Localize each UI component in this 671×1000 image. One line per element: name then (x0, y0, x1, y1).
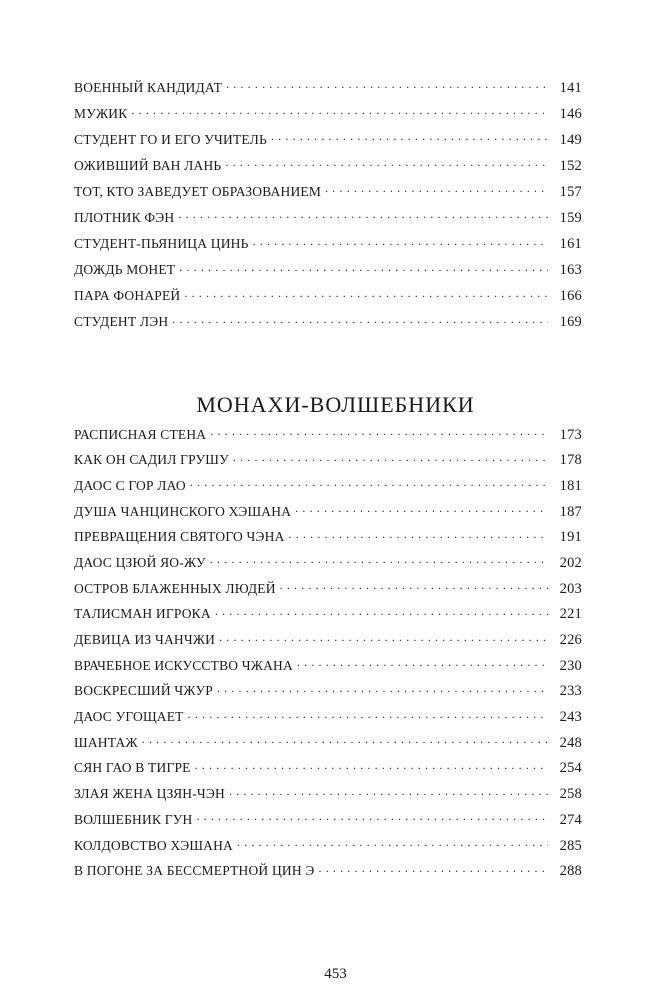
toc-entry (74, 313, 582, 339)
toc-entry (74, 104, 582, 130)
toc-entry-title: ВРАЧЕБНОЕ ИСКУССТВО ЧЖАНА (74, 657, 293, 673)
toc-entry (74, 733, 582, 759)
dot-leader (142, 733, 548, 747)
toc-entry-page: 166 (559, 288, 582, 305)
dot-leader (233, 451, 548, 465)
toc-entry-title: В ПОГОНЕ ЗА БЕССМЕРТНОЙ ЦИН Э (74, 863, 315, 879)
dot-leader (253, 235, 548, 249)
toc-entry-page: 181 (559, 477, 582, 494)
toc-entry-title: СЯН ГАО В ТИГРЕ (74, 760, 191, 776)
dot-leader (179, 261, 548, 275)
toc-entry-title: ВОСКРЕСШИЙ ЧЖУР (74, 683, 213, 699)
toc-entry-title: ПРЕВРАЩЕНИЯ СВЯТОГО ЧЭНА (74, 529, 285, 545)
toc-entry (74, 261, 582, 287)
toc-entry-title: ДАОС УГОЩАЕТ (74, 709, 184, 725)
toc-entry-page: 233 (559, 683, 582, 700)
dot-leader (219, 631, 548, 645)
toc-entry-title: ДЕВИЦА ИЗ ЧАНЧЖИ (74, 632, 216, 647)
dot-leader (195, 759, 548, 773)
dot-leader (172, 313, 548, 327)
page-number: 453 (324, 966, 347, 982)
dot-leader (280, 579, 548, 593)
toc-entry (74, 476, 582, 502)
toc-entry-page: 243 (559, 709, 582, 726)
toc-entry-page: 161 (559, 236, 582, 253)
toc-entry-page: 146 (559, 105, 582, 122)
toc-entry-page: 157 (559, 183, 582, 200)
toc-entry-title: ДАОС ЦЗЮЙ ЯО-ЖУ (74, 554, 206, 570)
toc-entry-title: СТУДЕНТ ГО И ЕГО УЧИТЕЛЬ (74, 131, 267, 147)
toc-entry-title: СТУДЕНТ ЛЭН (74, 314, 169, 330)
toc-entry (74, 528, 582, 554)
toc-entry-page: 254 (559, 760, 582, 777)
toc-entry-page: 221 (559, 606, 582, 623)
toc-entry-title: ПАРА ФОНАРЕЙ (74, 288, 181, 304)
toc-entry-title: ТОТ, КТО ЗАВЕДУЕТ ОБРАЗОВАНИЕМ (74, 183, 322, 199)
toc-entry-title: РАСПИСНАЯ СТЕНА (74, 426, 207, 442)
toc-entry-title: ВОЕННЫЙ КАНДИДАТ (74, 79, 223, 95)
toc-entry (74, 182, 582, 208)
dot-leader (131, 104, 548, 118)
toc-entry-page: 274 (559, 811, 582, 828)
toc-entry (74, 235, 582, 261)
toc-entry (74, 810, 582, 836)
toc-entry-title: ОЖИВШИЙ ВАН ЛАНЬ (74, 157, 222, 173)
dot-leader (215, 605, 548, 619)
toc-entry-title: ОСТРОВ БЛАЖЕННЫХ ЛЮДЕЙ (74, 580, 276, 596)
toc-entry (74, 451, 582, 477)
toc-entry-page: 173 (559, 426, 582, 443)
dot-leader (226, 78, 548, 92)
dot-leader (210, 553, 548, 567)
toc-entry-title: ШАНТАЖ (74, 734, 138, 750)
dot-leader (297, 656, 548, 670)
dot-leader (217, 682, 548, 696)
toc-entry (74, 553, 582, 579)
toc-entry (74, 156, 582, 182)
dot-leader (190, 476, 548, 490)
toc-entry-page: 169 (559, 314, 582, 331)
toc-entry (74, 759, 582, 785)
toc-entry (74, 130, 582, 156)
dot-leader (237, 836, 548, 850)
dot-leader (225, 156, 548, 170)
toc-entry-page: 141 (559, 79, 582, 96)
dot-leader (188, 708, 548, 722)
toc-entry-page: 159 (559, 209, 582, 226)
toc-entry (74, 78, 582, 104)
toc-entry-page: 152 (559, 157, 582, 174)
dot-leader (289, 528, 548, 542)
dot-leader (319, 862, 549, 876)
dot-leader (271, 130, 548, 144)
toc-entry (74, 502, 582, 528)
dot-leader (229, 785, 548, 799)
toc-entry-page: 202 (559, 554, 582, 571)
toc-entry (74, 208, 582, 234)
toc-entry-page: 203 (559, 580, 582, 597)
toc-section-1 (74, 78, 582, 339)
toc-entry-page: 288 (559, 863, 582, 880)
toc-entry (74, 836, 582, 862)
toc-entry-title: ДОЖДЬ МОНЕТ (74, 262, 176, 278)
toc-entry-page: 285 (559, 837, 582, 854)
dot-leader (196, 810, 548, 824)
toc-entry-page: 191 (559, 529, 582, 546)
dot-leader (210, 425, 548, 439)
toc-entry-page: 258 (559, 786, 582, 803)
toc-entry (74, 605, 582, 631)
dot-leader (178, 208, 548, 222)
toc-entry-title: ЗЛАЯ ЖЕНА ЦЗЯН-ЧЭН (74, 786, 225, 802)
toc-entry-title: ВОЛШЕБНИК ГУН (74, 811, 193, 827)
toc-entry-page: 163 (559, 262, 582, 279)
toc-entry-title: СТУДЕНТ-ПЬЯНИЦА ЦИНЬ (74, 236, 249, 252)
toc-entry-title: ДАОС С ГОР ЛАО (74, 477, 186, 493)
toc-entry (74, 656, 582, 682)
toc-entry (74, 785, 582, 811)
toc-entry-title: КАК ОН САДИЛ ГРУШУ (74, 452, 229, 468)
toc-entry (74, 287, 582, 313)
toc-entry-page: 230 (559, 657, 582, 674)
toc-entry-title: КОЛДОВСТВО ХЭШАНА (74, 837, 233, 853)
dot-leader (325, 182, 548, 196)
toc-entry-title: ПЛОТНИК ФЭН (74, 209, 175, 225)
section-heading: МОНАХИ-ВОЛШЕБНИКИ (196, 392, 475, 417)
toc-entry-title: ТАЛИСМАН ИГРОКА (74, 606, 211, 622)
toc-entry (74, 579, 582, 605)
dot-leader (295, 502, 548, 516)
toc-entry-page: 178 (559, 452, 582, 469)
toc-entry (74, 682, 582, 708)
toc-entry (74, 631, 582, 657)
toc-entry-page: 226 (559, 632, 582, 648)
toc-entry (74, 425, 582, 451)
toc-entry-page: 149 (559, 131, 582, 148)
toc-entry (74, 708, 582, 734)
toc-entry-title: ДУША ЧАНЦИНСКОГО ХЭШАНА (74, 503, 292, 519)
toc-section-2 (74, 425, 582, 887)
toc-entry-title: МУЖИК (74, 105, 128, 121)
dot-leader (184, 287, 548, 301)
toc-entry-page: 248 (559, 734, 582, 751)
toc-entry-page: 187 (559, 503, 582, 520)
toc-entry (74, 862, 582, 888)
